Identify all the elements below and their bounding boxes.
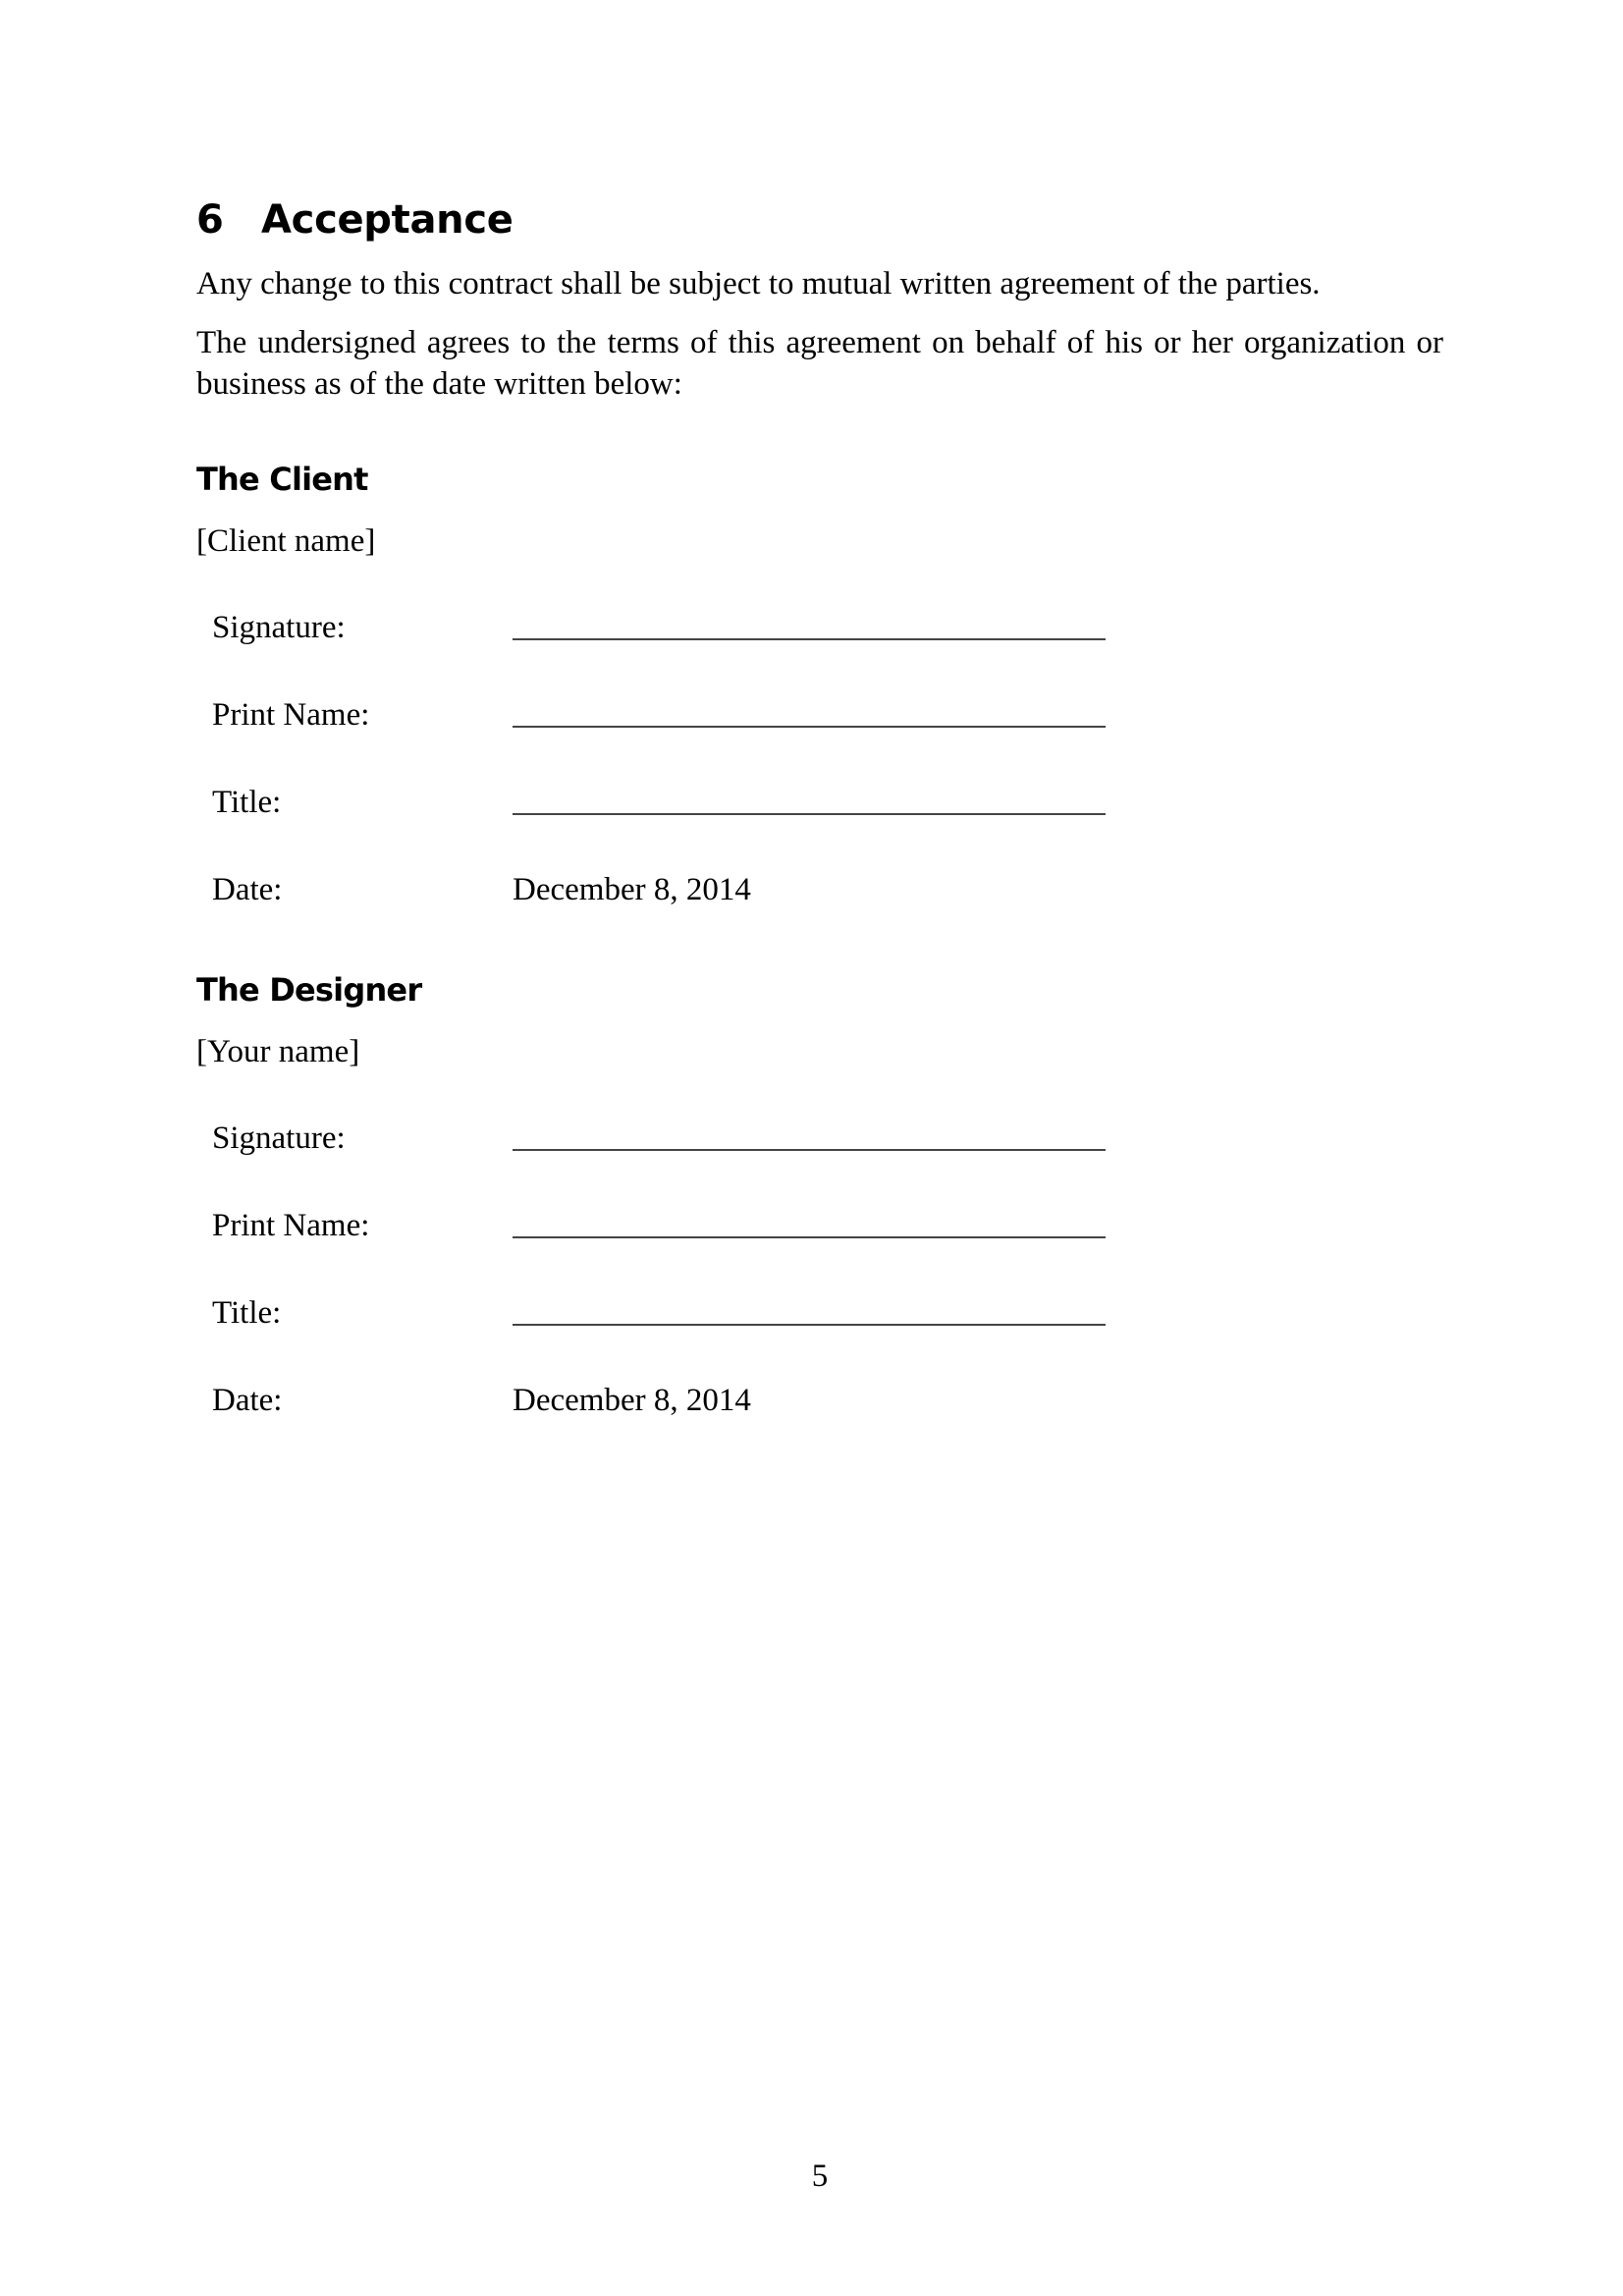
designer-print-name-row [212, 1205, 1109, 1292]
client-signature-row [212, 607, 1109, 694]
client-title-label: Title: [212, 785, 282, 820]
paragraph-change-clause: Any change to this contract shall be subject to mutual written agreement of the parties. [196, 266, 1321, 301]
designer-signature-line[interactable] [513, 1149, 1106, 1151]
client-title-row [212, 782, 1109, 869]
designer-signature-row [212, 1118, 1109, 1205]
designer-date-value: December 8, 2014 [513, 1383, 751, 1418]
designer-title-label: Title: [212, 1295, 282, 1331]
designer-signature-label: Signature: [212, 1121, 346, 1156]
client-print-name-row [212, 694, 1109, 782]
designer-name: [Your name] [196, 1034, 360, 1069]
client-title-line[interactable] [513, 813, 1106, 815]
designer-date-row [212, 1380, 1109, 1467]
section-title: Acceptance [261, 197, 514, 243]
designer-title-line[interactable] [513, 1324, 1106, 1326]
designer-print-name-line[interactable] [513, 1236, 1106, 1238]
client-signature-block [212, 607, 1109, 957]
designer-title-row [212, 1292, 1109, 1380]
client-signature-label: Signature: [212, 610, 346, 645]
paragraph-undersigned-clause: The undersigned agrees to the terms of this agreement on behalf of his or her organization or business as of the date written below: [196, 325, 1443, 402]
client-signature-line[interactable] [513, 638, 1106, 640]
designer-signature-block [212, 1118, 1109, 1467]
client-date-value: December 8, 2014 [513, 872, 751, 907]
section-number: 6 [196, 197, 224, 243]
client-print-name-label: Print Name: [212, 697, 370, 733]
designer-date-label: Date: [212, 1383, 283, 1418]
client-date-label: Date: [212, 872, 283, 907]
section-heading [196, 192, 514, 247]
client-name: [Client name] [196, 523, 376, 559]
client-heading: The Client [196, 461, 368, 498]
page-number: 5 [811, 2159, 829, 2194]
designer-heading: The Designer [196, 971, 422, 1009]
client-print-name-line[interactable] [513, 726, 1106, 728]
designer-print-name-label: Print Name: [212, 1208, 370, 1243]
client-date-row [212, 869, 1109, 957]
